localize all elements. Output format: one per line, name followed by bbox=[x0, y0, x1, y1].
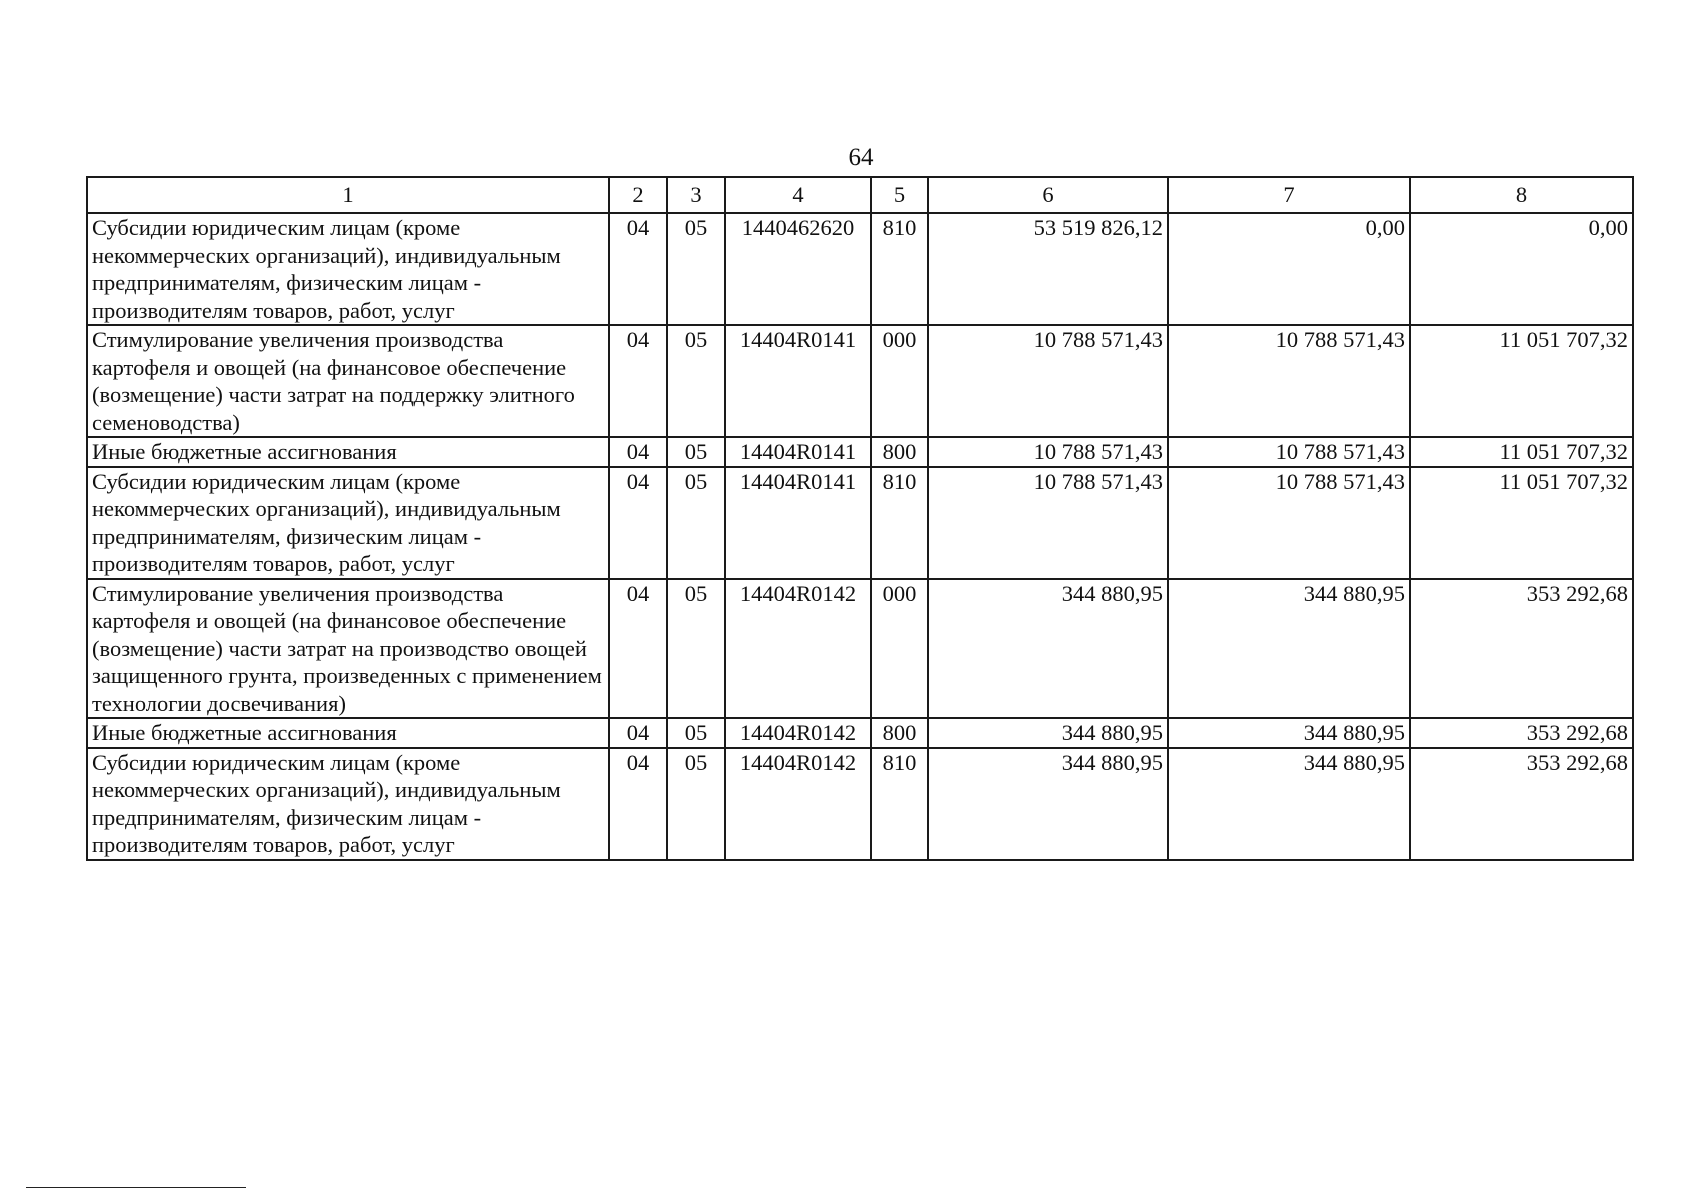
expense-name: Иные бюджетные ассигнования bbox=[87, 437, 609, 467]
page-number: 64 bbox=[848, 144, 874, 171]
table-row bbox=[87, 467, 1633, 579]
section-code: 04 bbox=[609, 437, 667, 467]
table-row bbox=[87, 325, 1633, 437]
amount-col6: 344 880,95 bbox=[928, 718, 1168, 748]
amount-col7: 344 880,95 bbox=[1168, 748, 1410, 860]
subsection-code: 05 bbox=[667, 437, 725, 467]
expense-name: Субсидии юридическим лицам (кроме некоммерческих организаций), индивидуальным предпринимателям, физическим лицам - производителям товаров, работ, услуг bbox=[87, 748, 609, 860]
amount-col8: 11 051 707,32 bbox=[1410, 437, 1633, 467]
subsection-code: 05 bbox=[667, 467, 725, 579]
expense-type-code: 800 bbox=[871, 437, 928, 467]
expense-name: Стимулирование увеличения производства картофеля и овощей (на финансовое обеспечение (возмещение) части затрат на поддержку элитного семеноводства) bbox=[87, 325, 609, 437]
section-code: 04 bbox=[609, 467, 667, 579]
subsection-code: 05 bbox=[667, 718, 725, 748]
section-code: 04 bbox=[609, 579, 667, 719]
amount-col8: 11 051 707,32 bbox=[1410, 325, 1633, 437]
section-code: 04 bbox=[609, 325, 667, 437]
expense-type-code: 810 bbox=[871, 213, 928, 325]
target-article-code: 14404R0142 bbox=[725, 748, 871, 860]
target-article-code: 14404R0142 bbox=[725, 718, 871, 748]
amount-col6: 10 788 571,43 bbox=[928, 467, 1168, 579]
subsection-code: 05 bbox=[667, 579, 725, 719]
target-article-code: 14404R0141 bbox=[725, 325, 871, 437]
section-code: 04 bbox=[609, 718, 667, 748]
column-header: 7 bbox=[1168, 177, 1410, 213]
target-article-code: 1440462620 bbox=[725, 213, 871, 325]
table-row bbox=[87, 579, 1633, 719]
amount-col7: 10 788 571,43 bbox=[1168, 467, 1410, 579]
header-row bbox=[87, 177, 1633, 213]
subsection-code: 05 bbox=[667, 213, 725, 325]
amount-col8: 353 292,68 bbox=[1410, 579, 1633, 719]
amount-col8: 0,00 bbox=[1410, 213, 1633, 325]
section-code: 04 bbox=[609, 213, 667, 325]
target-article-code: 14404R0141 bbox=[725, 437, 871, 467]
amount-col7: 10 788 571,43 bbox=[1168, 437, 1410, 467]
expense-type-code: 810 bbox=[871, 748, 928, 860]
budget-table bbox=[86, 176, 1634, 861]
amount-col6: 53 519 826,12 bbox=[928, 213, 1168, 325]
footnote-rule bbox=[26, 1187, 246, 1188]
amount-col8: 11 051 707,32 bbox=[1410, 467, 1633, 579]
target-article-code: 14404R0142 bbox=[725, 579, 871, 719]
amount-col6: 344 880,95 bbox=[928, 579, 1168, 719]
expense-type-code: 800 bbox=[871, 718, 928, 748]
amount-col6: 10 788 571,43 bbox=[928, 325, 1168, 437]
column-header: 8 bbox=[1410, 177, 1633, 213]
column-header: 4 bbox=[725, 177, 871, 213]
column-header: 6 bbox=[928, 177, 1168, 213]
section-code: 04 bbox=[609, 748, 667, 860]
subsection-code: 05 bbox=[667, 325, 725, 437]
column-header: 5 bbox=[871, 177, 928, 213]
amount-col7: 10 788 571,43 bbox=[1168, 325, 1410, 437]
amount-col6: 10 788 571,43 bbox=[928, 437, 1168, 467]
amount-col6: 344 880,95 bbox=[928, 748, 1168, 860]
table-row bbox=[87, 718, 1633, 748]
expense-type-code: 810 bbox=[871, 467, 928, 579]
column-header: 2 bbox=[609, 177, 667, 213]
amount-col7: 344 880,95 bbox=[1168, 718, 1410, 748]
expense-name: Субсидии юридическим лицам (кроме некоммерческих организаций), индивидуальным предпринимателям, физическим лицам - производителям товаров, работ, услуг bbox=[87, 213, 609, 325]
expense-name: Иные бюджетные ассигнования bbox=[87, 718, 609, 748]
amount-col8: 353 292,68 bbox=[1410, 718, 1633, 748]
column-header: 3 bbox=[667, 177, 725, 213]
amount-col8: 353 292,68 bbox=[1410, 748, 1633, 860]
table-row bbox=[87, 213, 1633, 325]
expense-name: Субсидии юридическим лицам (кроме некоммерческих организаций), индивидуальным предпринимателям, физическим лицам - производителям товаров, работ, услуг bbox=[87, 467, 609, 579]
expense-type-code: 000 bbox=[871, 325, 928, 437]
expense-type-code: 000 bbox=[871, 579, 928, 719]
amount-col7: 344 880,95 bbox=[1168, 579, 1410, 719]
table-row bbox=[87, 748, 1633, 860]
column-header: 1 bbox=[87, 177, 609, 213]
expense-name: Стимулирование увеличения производства картофеля и овощей (на финансовое обеспечение (возмещение) части затрат на производство овощей защищенного грунта, произведенных с применением технологии досвечивания) bbox=[87, 579, 609, 719]
amount-col7: 0,00 bbox=[1168, 213, 1410, 325]
target-article-code: 14404R0141 bbox=[725, 467, 871, 579]
table-row bbox=[87, 437, 1633, 467]
subsection-code: 05 bbox=[667, 748, 725, 860]
